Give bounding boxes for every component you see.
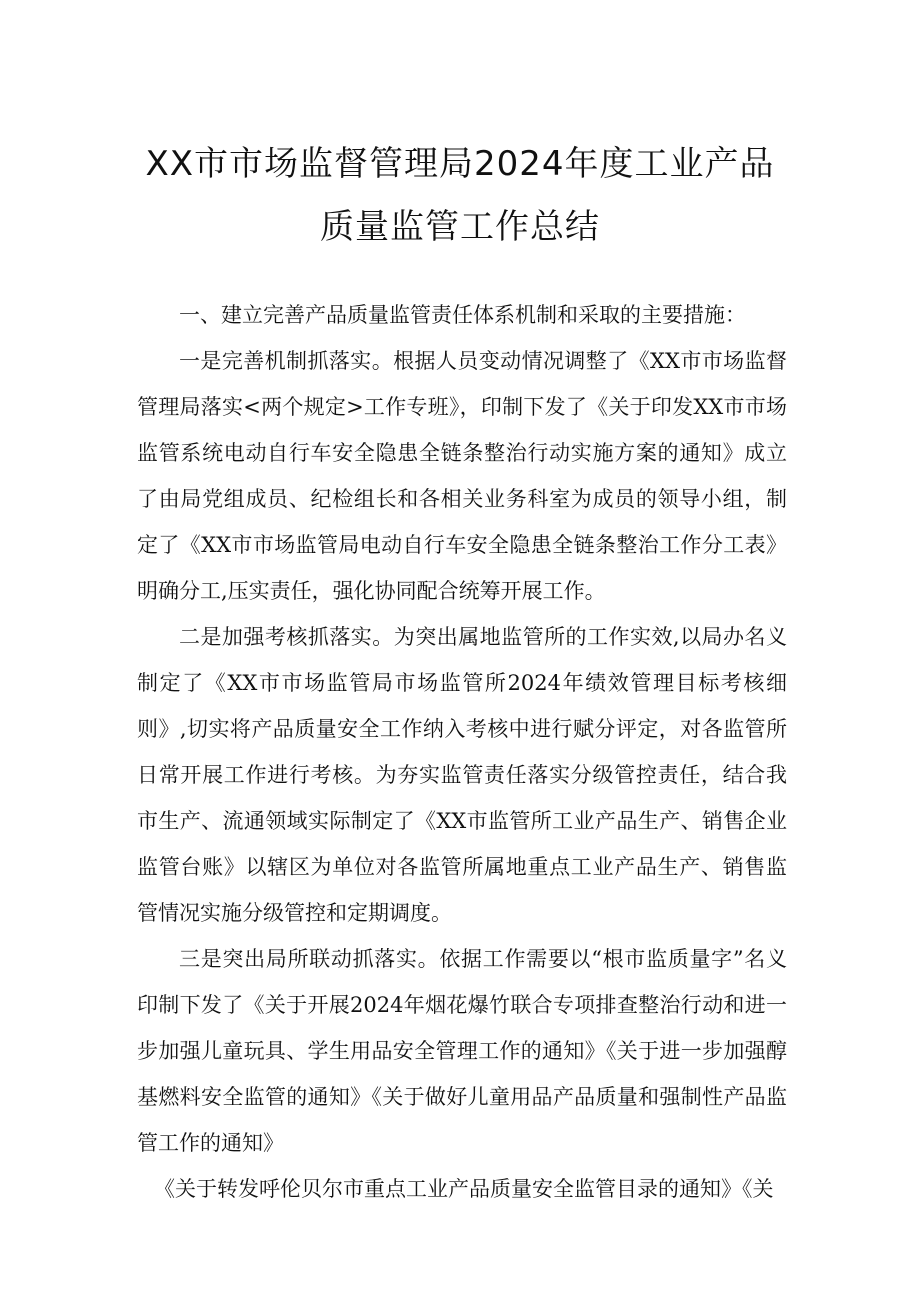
- document-title-line-1: XX市市场监督管理局2024年度工业产品: [145, 144, 775, 184]
- paragraph-assessment: 二是加强考核抓落实。为突出属地监管所的工作实效,以局办名义制定了《XX市市场监管局市场监管所2024年绩效管理目标考核细则》,切实将产品质量安全工作纳入考核中进行赋分评定，对各监管所日常开展工作进行考核。为夯实监管责任落实分级管控责任，结合我市生产、流通领域实际制定了《XX市监管所工业产品生产、销售企业监管台账》以辖区为单位对各监管所属地重点工业产品生产、销售监管情况实施分级管控和定期调度。: [137, 625, 787, 925]
- document-body: [137, 292, 787, 1212]
- document-title-line-2: 质量监管工作总结: [320, 207, 600, 247]
- paragraph-mechanism: 一是完善机制抓落实。根据人员变动情况调整了《XX市市场监督管理局落实<两个规定>工作专班》，印制下发了《关于印发XX市市场监管系统电动自行车安全隐患全链条整治行动实施方案的通知》成立了由局党组成员、纪检组长和各相关业务科室为成员的领导小组，制定了《XX市市场监管局电动自行车安全隐患全链条整治工作分工表》明确分工,压实责任，强化协同配合统筹开展工作。: [137, 349, 787, 603]
- paragraph-section-heading: 一、建立完善产品质量监管责任体系机制和采取的主要措施：: [179, 303, 746, 327]
- paragraph-continuation: 《关于转发呼伦贝尔市重点工业产品质量安全监管目录的通知》《关: [154, 1177, 774, 1201]
- paragraph-linkage: 三是突出局所联动抓落实。依据工作需要以“根市监质量字”名义印制下发了《关于开展2024年烟花爆竹联合专项排查整治行动和进一步加强儿童玩具、学生用品安全管理工作的通知》《关于进一步加强醇基燃料安全监管的通知》《关于做好儿童用品产品质量和强制性产品监管工作的通知》: [137, 947, 787, 1155]
